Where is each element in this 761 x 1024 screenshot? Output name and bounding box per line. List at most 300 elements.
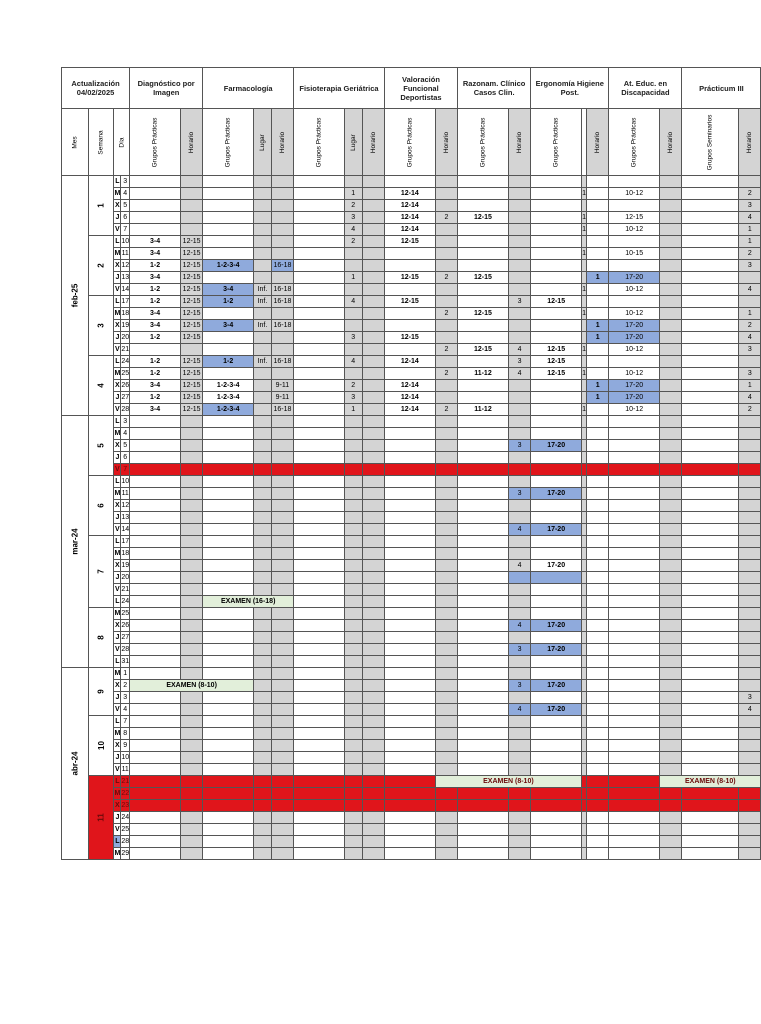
empty-cell bbox=[271, 656, 293, 668]
empty-cell bbox=[435, 224, 457, 236]
time-cell: 2 bbox=[344, 236, 362, 248]
empty-cell bbox=[508, 824, 530, 836]
empty-cell bbox=[294, 284, 345, 296]
empty-cell bbox=[682, 620, 739, 632]
empty-cell bbox=[660, 524, 682, 536]
empty-cell bbox=[384, 644, 435, 656]
empty-cell bbox=[508, 632, 530, 644]
empty-cell bbox=[180, 824, 202, 836]
empty-cell bbox=[660, 728, 682, 740]
empty-cell bbox=[203, 248, 254, 260]
empty-cell bbox=[254, 668, 272, 680]
time-cell: 16-18 bbox=[271, 260, 293, 272]
empty-cell bbox=[384, 548, 435, 560]
empty-cell bbox=[294, 344, 345, 356]
empty-cell bbox=[682, 536, 739, 548]
empty-cell bbox=[203, 536, 254, 548]
week-label: 7 bbox=[96, 568, 106, 574]
empty-cell bbox=[254, 212, 272, 224]
empty-cell bbox=[294, 596, 345, 608]
empty-cell bbox=[271, 620, 293, 632]
empty-cell bbox=[435, 176, 457, 188]
weekday-letter: J bbox=[114, 752, 121, 764]
empty-cell bbox=[458, 512, 509, 524]
empty-cell bbox=[609, 824, 660, 836]
empty-cell bbox=[739, 452, 761, 464]
group-cell: 1 bbox=[586, 320, 608, 332]
time-cell: 3 bbox=[344, 332, 362, 344]
day-number: 24 bbox=[121, 596, 130, 608]
empty-cell bbox=[344, 668, 362, 680]
empty-cell bbox=[344, 812, 362, 824]
subheader-label: Grupos Prácticas bbox=[630, 117, 638, 167]
empty-cell bbox=[294, 776, 345, 788]
empty-cell bbox=[586, 500, 608, 512]
group-cell: 10-15 bbox=[609, 248, 660, 260]
empty-cell bbox=[531, 572, 582, 584]
empty-cell bbox=[130, 608, 181, 620]
empty-cell bbox=[294, 812, 345, 824]
empty-cell bbox=[682, 380, 739, 392]
empty-cell bbox=[203, 512, 254, 524]
empty-cell bbox=[508, 836, 530, 848]
day-row bbox=[62, 440, 761, 452]
empty-cell bbox=[294, 488, 345, 500]
group-cell: 1-2 bbox=[130, 356, 181, 368]
empty-cell bbox=[203, 740, 254, 752]
empty-cell bbox=[344, 632, 362, 644]
weekday-letter: V bbox=[114, 644, 121, 656]
empty-cell bbox=[294, 644, 345, 656]
group-cell: 12-14 bbox=[384, 380, 435, 392]
day-number: 26 bbox=[121, 380, 130, 392]
day-row bbox=[62, 848, 761, 860]
empty-cell bbox=[271, 692, 293, 704]
empty-cell bbox=[739, 752, 761, 764]
empty-cell bbox=[660, 632, 682, 644]
empty-cell bbox=[586, 572, 608, 584]
empty-cell bbox=[344, 764, 362, 776]
schedule-table bbox=[61, 67, 761, 860]
weekday-letter: V bbox=[114, 464, 121, 476]
day-number: 5 bbox=[121, 440, 130, 452]
empty-cell bbox=[660, 788, 682, 800]
empty-cell bbox=[435, 548, 457, 560]
empty-cell bbox=[435, 464, 457, 476]
empty-cell bbox=[254, 620, 272, 632]
empty-cell bbox=[203, 224, 254, 236]
empty-cell bbox=[203, 812, 254, 824]
empty-cell bbox=[682, 848, 739, 860]
empty-cell bbox=[435, 800, 457, 812]
day-row bbox=[62, 332, 761, 344]
empty-cell bbox=[531, 212, 582, 224]
empty-cell bbox=[682, 176, 739, 188]
empty-cell bbox=[435, 716, 457, 728]
time-cell: 16-18 bbox=[271, 320, 293, 332]
group-cell: 12-14 bbox=[384, 356, 435, 368]
empty-cell bbox=[180, 596, 202, 608]
empty-cell bbox=[458, 296, 509, 308]
empty-cell bbox=[203, 728, 254, 740]
week-label: 8 bbox=[96, 634, 106, 640]
week-label: 6 bbox=[96, 502, 106, 508]
empty-cell bbox=[609, 800, 660, 812]
empty-cell bbox=[203, 476, 254, 488]
empty-cell bbox=[362, 680, 384, 692]
weekday-letter: L bbox=[114, 176, 121, 188]
weekday-letter: M bbox=[114, 608, 121, 620]
group-cell: 3-4 bbox=[203, 284, 254, 296]
group-cell: 12-15 bbox=[458, 272, 509, 284]
empty-cell bbox=[271, 560, 293, 572]
group-cell: 11-12 bbox=[458, 404, 509, 416]
day-number: 28 bbox=[121, 404, 130, 416]
empty-cell bbox=[458, 728, 509, 740]
empty-cell bbox=[609, 776, 660, 788]
empty-cell bbox=[130, 728, 181, 740]
empty-cell bbox=[203, 524, 254, 536]
empty-cell bbox=[531, 608, 582, 620]
empty-cell bbox=[384, 572, 435, 584]
empty-cell bbox=[130, 512, 181, 524]
empty-cell bbox=[531, 668, 582, 680]
empty-cell bbox=[180, 776, 202, 788]
weekday-letter: J bbox=[114, 572, 121, 584]
empty-cell bbox=[180, 200, 202, 212]
empty-cell bbox=[203, 440, 254, 452]
empty-cell bbox=[586, 800, 608, 812]
empty-cell bbox=[130, 560, 181, 572]
subheader-label: Horario bbox=[667, 131, 675, 153]
empty-cell bbox=[508, 572, 530, 584]
empty-cell bbox=[384, 608, 435, 620]
empty-cell bbox=[130, 704, 181, 716]
empty-cell bbox=[180, 704, 202, 716]
empty-cell bbox=[609, 680, 660, 692]
empty-cell bbox=[344, 536, 362, 548]
empty-cell bbox=[203, 620, 254, 632]
empty-cell bbox=[682, 260, 739, 272]
time-cell: 9-11 bbox=[271, 380, 293, 392]
horario-header bbox=[586, 109, 608, 176]
empty-cell bbox=[609, 668, 660, 680]
day-number: 6 bbox=[121, 452, 130, 464]
empty-cell bbox=[271, 788, 293, 800]
group-cell: 12-15 bbox=[458, 344, 509, 356]
empty-cell bbox=[660, 668, 682, 680]
empty-cell bbox=[384, 440, 435, 452]
exam-cell: EXAMEN (8-10) bbox=[435, 776, 581, 788]
empty-cell bbox=[271, 416, 293, 428]
empty-cell bbox=[180, 740, 202, 752]
empty-cell bbox=[362, 284, 384, 296]
empty-cell bbox=[739, 596, 761, 608]
empty-cell bbox=[294, 320, 345, 332]
empty-cell bbox=[458, 668, 509, 680]
empty-cell bbox=[682, 704, 739, 716]
empty-cell bbox=[362, 176, 384, 188]
empty-cell bbox=[294, 260, 345, 272]
empty-cell bbox=[586, 452, 608, 464]
empty-cell bbox=[130, 788, 181, 800]
empty-cell bbox=[384, 308, 435, 320]
empty-cell bbox=[130, 764, 181, 776]
day-row bbox=[62, 656, 761, 668]
empty-cell bbox=[682, 452, 739, 464]
time-cell: 12-15 bbox=[180, 392, 202, 404]
empty-cell bbox=[254, 416, 272, 428]
empty-cell bbox=[435, 356, 457, 368]
empty-cell bbox=[294, 704, 345, 716]
empty-cell bbox=[435, 452, 457, 464]
gp-header bbox=[294, 109, 345, 176]
empty-cell bbox=[362, 260, 384, 272]
empty-cell bbox=[130, 452, 181, 464]
empty-cell bbox=[271, 500, 293, 512]
empty-cell bbox=[294, 428, 345, 440]
empty-cell bbox=[254, 476, 272, 488]
empty-cell bbox=[130, 188, 181, 200]
empty-cell bbox=[660, 740, 682, 752]
empty-cell bbox=[362, 320, 384, 332]
empty-cell bbox=[362, 572, 384, 584]
empty-cell bbox=[660, 344, 682, 356]
empty-cell bbox=[344, 512, 362, 524]
empty-cell bbox=[384, 416, 435, 428]
week-cell bbox=[89, 296, 114, 356]
weekday-letter: M bbox=[114, 428, 121, 440]
empty-cell bbox=[362, 512, 384, 524]
empty-cell bbox=[130, 692, 181, 704]
empty-cell bbox=[271, 536, 293, 548]
empty-cell bbox=[344, 572, 362, 584]
empty-cell bbox=[362, 308, 384, 320]
empty-cell bbox=[682, 248, 739, 260]
exam-cell: EXAMEN (8-10) bbox=[660, 776, 761, 788]
empty-cell bbox=[294, 764, 345, 776]
empty-cell bbox=[203, 824, 254, 836]
time-cell: 1 bbox=[582, 188, 587, 200]
empty-cell bbox=[362, 776, 384, 788]
empty-cell bbox=[458, 524, 509, 536]
empty-cell bbox=[254, 512, 272, 524]
empty-cell bbox=[682, 632, 739, 644]
day-row bbox=[62, 620, 761, 632]
day-row bbox=[62, 464, 761, 476]
empty-cell bbox=[660, 656, 682, 668]
empty-cell bbox=[682, 368, 739, 380]
subject-diagnostico: Diagnóstico por Imagen bbox=[130, 68, 203, 109]
empty-cell bbox=[531, 236, 582, 248]
time-cell: 4 bbox=[508, 524, 530, 536]
empty-cell bbox=[458, 824, 509, 836]
empty-cell bbox=[362, 224, 384, 236]
group-cell: 3-4 bbox=[130, 320, 181, 332]
empty-cell bbox=[344, 260, 362, 272]
empty-cell bbox=[609, 764, 660, 776]
empty-cell bbox=[586, 476, 608, 488]
empty-cell bbox=[271, 752, 293, 764]
empty-cell bbox=[682, 692, 739, 704]
empty-cell bbox=[508, 188, 530, 200]
empty-cell bbox=[586, 848, 608, 860]
day-number: 25 bbox=[121, 824, 130, 836]
day-number: 17 bbox=[121, 296, 130, 308]
empty-cell bbox=[271, 776, 293, 788]
empty-cell bbox=[435, 188, 457, 200]
empty-cell bbox=[203, 272, 254, 284]
time-cell: 12-15 bbox=[180, 368, 202, 380]
empty-cell bbox=[586, 824, 608, 836]
day-row bbox=[62, 200, 761, 212]
empty-cell bbox=[362, 200, 384, 212]
group-cell: 10-12 bbox=[609, 224, 660, 236]
empty-cell bbox=[458, 200, 509, 212]
empty-cell bbox=[586, 356, 608, 368]
time-cell: 12-15 bbox=[180, 332, 202, 344]
time-cell: 3 bbox=[508, 440, 530, 452]
empty-cell bbox=[531, 656, 582, 668]
weekday-letter: L bbox=[114, 356, 121, 368]
time-cell: 4 bbox=[508, 560, 530, 572]
group-cell: 12-14 bbox=[384, 404, 435, 416]
day-row bbox=[62, 728, 761, 740]
week-label: 10 bbox=[96, 740, 106, 750]
day-number: 21 bbox=[121, 584, 130, 596]
weekday-letter: M bbox=[114, 188, 121, 200]
empty-cell bbox=[180, 176, 202, 188]
empty-cell bbox=[362, 392, 384, 404]
empty-cell bbox=[435, 764, 457, 776]
time-cell: 2 bbox=[739, 404, 761, 416]
empty-cell bbox=[254, 224, 272, 236]
empty-cell bbox=[203, 452, 254, 464]
dia-header bbox=[114, 109, 130, 176]
empty-cell bbox=[458, 644, 509, 656]
empty-cell bbox=[586, 524, 608, 536]
lugar-header bbox=[344, 109, 362, 176]
empty-cell bbox=[344, 584, 362, 596]
empty-cell bbox=[130, 524, 181, 536]
day-row bbox=[62, 392, 761, 404]
lugar-header bbox=[254, 109, 272, 176]
weekday-letter: M bbox=[114, 488, 121, 500]
empty-cell bbox=[508, 800, 530, 812]
empty-cell bbox=[362, 356, 384, 368]
empty-cell bbox=[254, 440, 272, 452]
time-cell: 2 bbox=[344, 380, 362, 392]
empty-cell bbox=[435, 848, 457, 860]
day-number: 4 bbox=[121, 428, 130, 440]
empty-cell bbox=[435, 608, 457, 620]
day-row bbox=[62, 824, 761, 836]
empty-cell bbox=[203, 188, 254, 200]
empty-cell bbox=[362, 272, 384, 284]
empty-cell bbox=[294, 680, 345, 692]
group-cell: 3-4 bbox=[130, 404, 181, 416]
day-row bbox=[62, 524, 761, 536]
empty-cell bbox=[180, 572, 202, 584]
empty-cell bbox=[586, 752, 608, 764]
empty-cell bbox=[271, 740, 293, 752]
horario-header bbox=[271, 109, 293, 176]
empty-cell bbox=[130, 476, 181, 488]
empty-cell bbox=[682, 212, 739, 224]
empty-cell bbox=[130, 596, 181, 608]
empty-cell bbox=[739, 416, 761, 428]
day-number: 25 bbox=[121, 608, 130, 620]
empty-cell bbox=[271, 476, 293, 488]
empty-cell bbox=[384, 464, 435, 476]
empty-cell bbox=[344, 548, 362, 560]
empty-cell bbox=[254, 788, 272, 800]
weekday-letter: V bbox=[114, 824, 121, 836]
empty-cell bbox=[586, 704, 608, 716]
empty-cell bbox=[362, 836, 384, 848]
subheader-label: Horario bbox=[369, 131, 377, 153]
subject-practicum: Prácticum III bbox=[682, 68, 761, 109]
empty-cell bbox=[660, 260, 682, 272]
day-number: 24 bbox=[121, 356, 130, 368]
day-row bbox=[62, 380, 761, 392]
horario-header bbox=[508, 109, 530, 176]
empty-cell bbox=[271, 848, 293, 860]
empty-cell bbox=[739, 656, 761, 668]
empty-cell bbox=[203, 848, 254, 860]
empty-cell bbox=[531, 404, 582, 416]
weekday-letter: J bbox=[114, 632, 121, 644]
empty-cell bbox=[458, 188, 509, 200]
day-row bbox=[62, 596, 761, 608]
empty-cell bbox=[586, 416, 608, 428]
group-cell: 10-12 bbox=[609, 188, 660, 200]
weekday-letter: J bbox=[114, 692, 121, 704]
subheader-label: Horario bbox=[594, 131, 602, 153]
empty-cell bbox=[362, 524, 384, 536]
empty-cell bbox=[130, 776, 181, 788]
empty-cell bbox=[609, 788, 660, 800]
empty-cell bbox=[254, 728, 272, 740]
empty-cell bbox=[344, 452, 362, 464]
empty-cell bbox=[435, 248, 457, 260]
empty-cell bbox=[508, 656, 530, 668]
empty-cell bbox=[739, 848, 761, 860]
subheader-label: Horario bbox=[516, 131, 524, 153]
time-cell: 3 bbox=[508, 680, 530, 692]
time-cell: 1 bbox=[739, 380, 761, 392]
empty-cell bbox=[660, 464, 682, 476]
day-number: 19 bbox=[121, 560, 130, 572]
empty-cell bbox=[508, 764, 530, 776]
empty-cell bbox=[271, 836, 293, 848]
empty-cell bbox=[531, 248, 582, 260]
empty-cell bbox=[254, 392, 272, 404]
empty-cell bbox=[344, 368, 362, 380]
empty-cell bbox=[508, 812, 530, 824]
empty-cell bbox=[344, 824, 362, 836]
empty-cell bbox=[362, 824, 384, 836]
empty-cell bbox=[362, 368, 384, 380]
day-number: 20 bbox=[121, 332, 130, 344]
empty-cell bbox=[739, 488, 761, 500]
empty-cell bbox=[435, 656, 457, 668]
empty-cell bbox=[271, 368, 293, 380]
empty-cell bbox=[180, 848, 202, 860]
empty-cell bbox=[271, 608, 293, 620]
week-label: 2 bbox=[96, 262, 106, 268]
day-number: 10 bbox=[121, 476, 130, 488]
